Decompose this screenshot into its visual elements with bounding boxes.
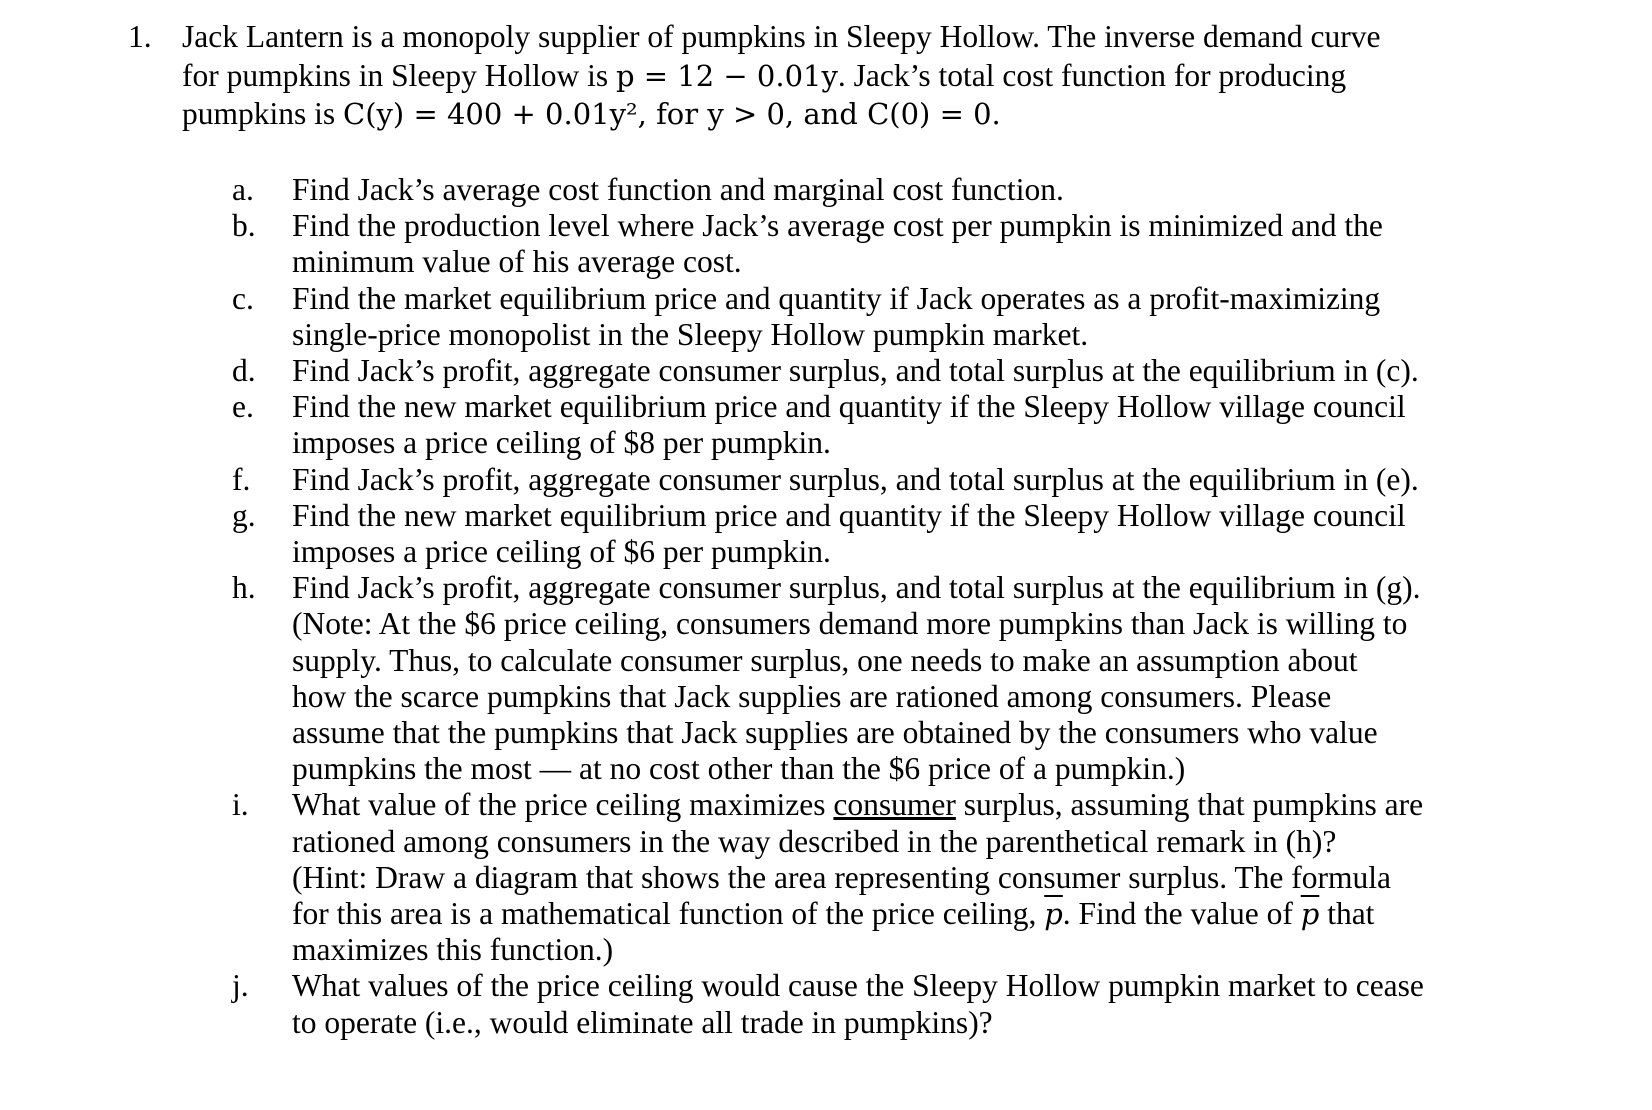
part-label: i.	[232, 787, 249, 823]
part-text: (Hint: Draw a diagram that shows the area representing consumer surplus. The formula	[292, 859, 1391, 895]
sub-questions-list	[232, 172, 1492, 1041]
cost-function: C(y) = 400 + 0.01y², for y > 0, and C(0) = 0.	[343, 97, 1001, 131]
problem-1	[128, 18, 1508, 134]
part-text: Find Jack’s profit, aggregate consumer surplus, and total surplus at the equilibrium in (c).	[292, 353, 1419, 389]
part-label: a.	[232, 172, 254, 207]
part-label: d.	[232, 353, 256, 389]
part-text: Find Jack’s profit, aggregate consumer surplus, and total surplus at the equilibrium in (g).	[292, 570, 1421, 606]
part-label: b.	[232, 208, 256, 244]
part-text: rationed among consumers in the way described in the parenthetical remark in (h)?	[292, 823, 1337, 859]
part-label: f.	[232, 461, 251, 497]
part-text: how the scarce pumpkins that Jack supplies are rationed among consumers. Please	[292, 678, 1332, 714]
problem-line	[182, 95, 1482, 134]
part-text: imposes a price ceiling of $8 per pumpkin.	[292, 425, 831, 461]
problem-text-segment: . Jack’s total cost function for producing	[837, 57, 1347, 93]
part-f	[232, 462, 1492, 498]
part-text: Find the new market equilibrium price and quantity if the Sleepy Hollow village council	[292, 497, 1406, 533]
part-c	[232, 281, 1492, 353]
part-text-segment: that	[1327, 896, 1375, 932]
part-text-segment: surplus, assuming that pumpkins are	[955, 787, 1424, 823]
part-text: to operate (i.e., would eliminate all trade in pumpkins)?	[292, 1004, 993, 1040]
part-e	[232, 389, 1492, 461]
part-label: c.	[232, 280, 254, 316]
problem-statement	[182, 18, 1482, 134]
part-text: single-price monopolist in the Sleepy Hollow pumpkin market.	[292, 316, 1089, 352]
part-label: g.	[232, 497, 256, 533]
part-i	[232, 787, 1492, 968]
part-label: e.	[232, 389, 254, 425]
problem-number: 1.	[128, 19, 152, 54]
part-text: Find the production level where Jack’s average cost per pumpkin is minimized and the	[292, 208, 1383, 244]
part-h	[232, 570, 1492, 787]
price-ceiling-symbol: $\overline{p}$	[1300, 897, 1320, 932]
part-text: minimum value of his average cost.	[292, 244, 742, 280]
part-text-segment: for this area is a mathematical function of the price ceiling,	[292, 896, 1037, 932]
part-text	[292, 787, 1492, 823]
problem-line	[182, 18, 1482, 57]
part-text-segment: What value of the price ceiling maximizes	[292, 787, 834, 823]
part-g	[232, 498, 1492, 570]
part-j	[232, 968, 1492, 1040]
part-text: What values of the price ceiling would cause the Sleepy Hollow pumpkin market to cease	[292, 968, 1424, 1004]
part-b	[232, 208, 1492, 280]
problem-line	[182, 57, 1482, 96]
problem-text-segment: pumpkins is	[182, 96, 336, 131]
part-text	[292, 896, 1492, 932]
part-text: pumpkins the most — at no cost other than the $6 price of a pumpkin.)	[292, 751, 1186, 787]
part-text: Find the new market equilibrium price and quantity if the Sleepy Hollow village council	[292, 389, 1406, 425]
part-label: j.	[232, 968, 249, 1004]
demand-equation: p = 12 − 0.01y	[616, 58, 838, 93]
part-text: assume that the pumpkins that Jack supplies are obtained by the consumers who value	[292, 715, 1378, 751]
part-label: h.	[232, 570, 256, 606]
part-text: supply. Thus, to calculate consumer surplus, one needs to make an assumption about	[292, 642, 1358, 678]
part-text: Find Jack’s profit, aggregate consumer surplus, and total surplus at the equilibrium in (e).	[292, 461, 1419, 497]
part-text: Find Jack’s average cost function and marginal cost function.	[292, 172, 1064, 207]
problem-text-segment: for pumpkins in Sleepy Hollow is	[182, 57, 609, 93]
part-text-segment: . Find the value of	[1062, 896, 1293, 932]
problem-text-segment: Jack Lantern is a monopoly supplier of pumpkins in Sleepy Hollow. The inverse demand curve	[182, 19, 1381, 54]
underlined-word: consumer	[833, 787, 956, 823]
part-d	[232, 353, 1492, 389]
part-text: maximizes this function.)	[292, 932, 614, 968]
price-ceiling-symbol: $\overline{p}$	[1044, 897, 1063, 932]
part-text: imposes a price ceiling of $6 per pumpkin.	[292, 534, 831, 570]
part-a	[232, 172, 1492, 208]
part-text: (Note: At the $6 price ceiling, consumers demand more pumpkins than Jack is willing to	[292, 606, 1408, 642]
part-text: Find the market equilibrium price and quantity if Jack operates as a profit-maximizing	[292, 280, 1381, 316]
